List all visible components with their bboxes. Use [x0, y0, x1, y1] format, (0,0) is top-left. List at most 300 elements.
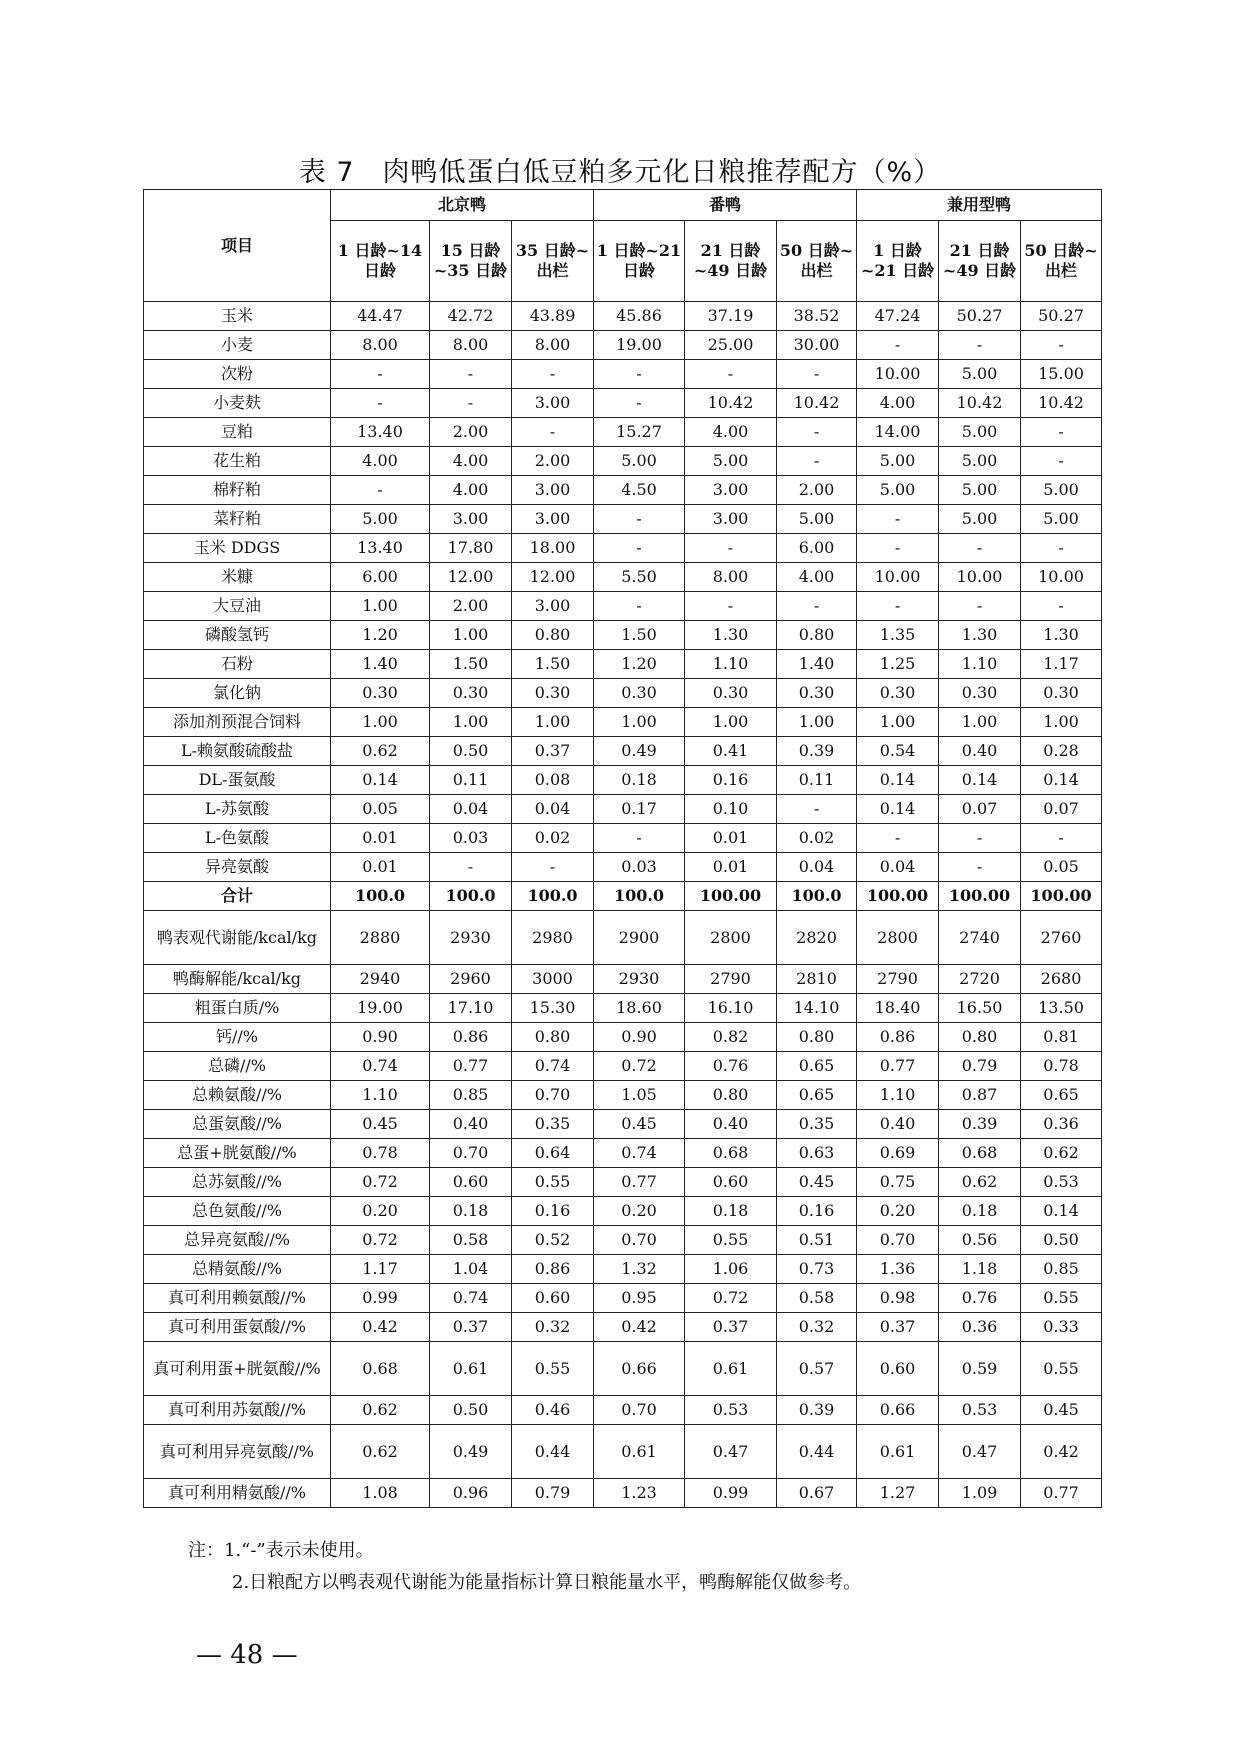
value-cell: 1.00 [1021, 708, 1102, 737]
value-cell: 0.42 [594, 1313, 685, 1342]
value-cell: - [1021, 447, 1102, 476]
value-cell: 15.27 [594, 418, 685, 447]
value-cell: 0.35 [512, 1110, 594, 1139]
value-cell: 0.62 [331, 1425, 430, 1479]
row-label: 总磷//% [144, 1052, 331, 1081]
value-cell: 0.50 [430, 1396, 512, 1425]
value-cell: 0.80 [777, 1023, 857, 1052]
value-cell: 0.32 [777, 1313, 857, 1342]
value-cell: - [594, 534, 685, 563]
page-number: — 48 — [196, 1640, 298, 1670]
value-cell: 5.00 [857, 476, 939, 505]
value-cell: 1.40 [777, 650, 857, 679]
value-cell: 0.42 [331, 1313, 430, 1342]
value-cell: 1.17 [1021, 650, 1102, 679]
value-cell: 0.76 [685, 1052, 777, 1081]
value-cell: 0.68 [939, 1139, 1021, 1168]
value-cell: 0.14 [331, 766, 430, 795]
value-cell: 0.79 [939, 1052, 1021, 1081]
value-cell: 0.60 [857, 1342, 939, 1396]
value-cell: 2790 [685, 965, 777, 994]
value-cell: 100.0 [331, 882, 430, 911]
value-cell: 5.00 [939, 447, 1021, 476]
value-cell: 12.00 [430, 563, 512, 592]
value-cell: 0.72 [685, 1284, 777, 1313]
value-cell: 3.00 [512, 505, 594, 534]
value-cell: 5.00 [939, 505, 1021, 534]
value-cell: - [594, 505, 685, 534]
value-cell: 2790 [857, 965, 939, 994]
value-cell: 2800 [857, 911, 939, 965]
value-cell: 1.09 [939, 1479, 1021, 1508]
value-cell: 0.86 [430, 1023, 512, 1052]
value-cell: 0.78 [1021, 1052, 1102, 1081]
value-cell: 1.27 [857, 1479, 939, 1508]
value-cell: 17.10 [430, 994, 512, 1023]
value-cell: 0.36 [939, 1313, 1021, 1342]
value-cell: - [512, 418, 594, 447]
value-cell: 0.30 [857, 679, 939, 708]
table-row [144, 418, 1102, 447]
value-cell: 8.00 [685, 563, 777, 592]
value-cell: 0.01 [685, 853, 777, 882]
value-cell: 100.00 [685, 882, 777, 911]
value-cell: 0.07 [1021, 795, 1102, 824]
value-cell: 1.10 [331, 1081, 430, 1110]
value-cell: 1.00 [594, 708, 685, 737]
value-cell: 0.76 [939, 1284, 1021, 1313]
value-cell: 0.20 [331, 1197, 430, 1226]
row-label: 真可利用蛋+胱氨酸//% [144, 1342, 331, 1396]
value-cell: 1.10 [857, 1081, 939, 1110]
value-cell: 0.95 [594, 1284, 685, 1313]
row-label: 真可利用蛋氨酸//% [144, 1313, 331, 1342]
age-column-header: 1 日龄~21 日龄 [857, 221, 939, 302]
value-cell: 100.00 [1021, 882, 1102, 911]
value-cell: 0.20 [857, 1197, 939, 1226]
table-row [144, 1197, 1102, 1226]
value-cell: 2720 [939, 965, 1021, 994]
value-cell: 0.50 [1021, 1226, 1102, 1255]
value-cell: 6.00 [777, 534, 857, 563]
value-cell: 100.00 [939, 882, 1021, 911]
table-row [144, 766, 1102, 795]
row-label: 大豆油 [144, 592, 331, 621]
value-cell: 0.67 [777, 1479, 857, 1508]
table-row [144, 1425, 1102, 1479]
value-cell: 3.00 [512, 592, 594, 621]
value-cell: 0.53 [939, 1396, 1021, 1425]
value-cell: 0.04 [777, 853, 857, 882]
value-cell: - [939, 853, 1021, 882]
value-cell: 2810 [777, 965, 857, 994]
value-cell: - [777, 795, 857, 824]
value-cell: 4.00 [430, 476, 512, 505]
value-cell: 1.50 [594, 621, 685, 650]
value-cell: 5.00 [939, 360, 1021, 389]
value-cell: 1.30 [1021, 621, 1102, 650]
value-cell: 0.74 [512, 1052, 594, 1081]
row-label: 花生粕 [144, 447, 331, 476]
value-cell: 0.55 [512, 1168, 594, 1197]
value-cell: - [1021, 824, 1102, 853]
value-cell: 0.39 [777, 737, 857, 766]
value-cell: 0.70 [594, 1226, 685, 1255]
value-cell: 0.57 [777, 1342, 857, 1396]
row-label: 磷酸氢钙 [144, 621, 331, 650]
value-cell: 1.00 [430, 708, 512, 737]
value-cell: 47.24 [857, 302, 939, 331]
value-cell: 5.00 [1021, 476, 1102, 505]
value-cell: 0.49 [430, 1425, 512, 1479]
value-cell: 1.06 [685, 1255, 777, 1284]
value-cell: - [857, 534, 939, 563]
value-cell: 2.00 [512, 447, 594, 476]
table-row [144, 795, 1102, 824]
value-cell: - [777, 592, 857, 621]
value-cell: 0.08 [512, 766, 594, 795]
value-cell: 5.00 [777, 505, 857, 534]
value-cell: 0.52 [512, 1226, 594, 1255]
value-cell: 2980 [512, 911, 594, 965]
value-cell: 3.00 [430, 505, 512, 534]
value-cell: 2820 [777, 911, 857, 965]
value-cell: 2930 [430, 911, 512, 965]
value-cell: 0.80 [512, 621, 594, 650]
value-cell: 1.18 [939, 1255, 1021, 1284]
row-label: 总蛋+胱氨酸//% [144, 1139, 331, 1168]
value-cell: 2900 [594, 911, 685, 965]
age-column-header: 1 日龄~21 日龄 [594, 221, 685, 302]
value-cell: 100.0 [594, 882, 685, 911]
notes [188, 1535, 861, 1599]
value-cell: 0.37 [857, 1313, 939, 1342]
value-cell: 18.60 [594, 994, 685, 1023]
value-cell: 12.00 [512, 563, 594, 592]
value-cell: 0.72 [331, 1226, 430, 1255]
table-row [144, 476, 1102, 505]
value-cell: 15.30 [512, 994, 594, 1023]
value-cell: 1.10 [685, 650, 777, 679]
value-cell: 4.00 [685, 418, 777, 447]
value-cell: 0.28 [1021, 737, 1102, 766]
value-cell: 15.00 [1021, 360, 1102, 389]
value-cell: - [777, 447, 857, 476]
value-cell: 0.61 [594, 1425, 685, 1479]
value-cell: 50.27 [939, 302, 1021, 331]
value-cell: 0.62 [331, 1396, 430, 1425]
value-cell: 37.19 [685, 302, 777, 331]
value-cell: 0.77 [1021, 1479, 1102, 1508]
table-row [144, 708, 1102, 737]
value-cell: - [939, 592, 1021, 621]
value-cell: 0.59 [939, 1342, 1021, 1396]
value-cell: 0.20 [594, 1197, 685, 1226]
value-cell: 0.86 [857, 1023, 939, 1052]
value-cell: - [1021, 592, 1102, 621]
row-label: 真可利用苏氨酸//% [144, 1396, 331, 1425]
value-cell: - [331, 360, 430, 389]
value-cell: 10.42 [1021, 389, 1102, 418]
value-cell: 5.00 [939, 418, 1021, 447]
value-cell: 0.55 [1021, 1284, 1102, 1313]
table-row [144, 1255, 1102, 1284]
value-cell: 1.00 [857, 708, 939, 737]
row-label: 异亮氨酸 [144, 853, 331, 882]
value-cell: 1.10 [939, 650, 1021, 679]
value-cell: 2930 [594, 965, 685, 994]
value-cell: 0.10 [685, 795, 777, 824]
row-label: 小麦 [144, 331, 331, 360]
value-cell: - [512, 853, 594, 882]
value-cell: 0.53 [685, 1396, 777, 1425]
value-cell: 0.37 [512, 737, 594, 766]
value-cell: 2740 [939, 911, 1021, 965]
table-row [144, 1081, 1102, 1110]
value-cell: 0.55 [685, 1226, 777, 1255]
value-cell: 0.16 [512, 1197, 594, 1226]
value-cell: - [857, 331, 939, 360]
value-cell: 0.36 [1021, 1110, 1102, 1139]
group-header: 番鸭 [594, 190, 857, 221]
value-cell: 0.11 [777, 766, 857, 795]
value-cell: 16.10 [685, 994, 777, 1023]
value-cell: 0.77 [857, 1052, 939, 1081]
value-cell: 0.02 [512, 824, 594, 853]
row-label: 小麦麸 [144, 389, 331, 418]
value-cell: 0.53 [1021, 1168, 1102, 1197]
value-cell: 0.61 [857, 1425, 939, 1479]
value-cell: 0.85 [1021, 1255, 1102, 1284]
value-cell: 0.51 [777, 1226, 857, 1255]
value-cell: 0.70 [594, 1396, 685, 1425]
value-cell: 0.55 [1021, 1342, 1102, 1396]
value-cell: 0.30 [594, 679, 685, 708]
value-cell: 0.14 [1021, 766, 1102, 795]
value-cell: 0.45 [331, 1110, 430, 1139]
row-label: L-苏氨酸 [144, 795, 331, 824]
value-cell: 3.00 [512, 389, 594, 418]
value-cell: 4.00 [777, 563, 857, 592]
value-cell: 19.00 [594, 331, 685, 360]
value-cell: 1.50 [512, 650, 594, 679]
value-cell: 25.00 [685, 331, 777, 360]
value-cell: 0.80 [685, 1081, 777, 1110]
value-cell: 100.0 [430, 882, 512, 911]
table-row [144, 1479, 1102, 1508]
value-cell: 0.80 [777, 621, 857, 650]
value-cell: 0.47 [939, 1425, 1021, 1479]
value-cell: 0.30 [685, 679, 777, 708]
value-cell: 1.50 [430, 650, 512, 679]
value-cell: 6.00 [331, 563, 430, 592]
value-cell: - [430, 360, 512, 389]
value-cell: - [1021, 418, 1102, 447]
value-cell: 0.90 [594, 1023, 685, 1052]
value-cell: 1.20 [594, 650, 685, 679]
value-cell: - [331, 476, 430, 505]
value-cell: - [857, 592, 939, 621]
value-cell: 8.00 [430, 331, 512, 360]
row-label: 鸭表观代谢能/kcal/kg [144, 911, 331, 965]
value-cell: 16.50 [939, 994, 1021, 1023]
table-row [144, 882, 1102, 911]
value-cell: - [857, 505, 939, 534]
value-cell: 0.39 [777, 1396, 857, 1425]
value-cell: 0.40 [857, 1110, 939, 1139]
row-label: 总异亮氨酸//% [144, 1226, 331, 1255]
value-cell: - [594, 389, 685, 418]
value-cell: 0.65 [1021, 1081, 1102, 1110]
value-cell: 0.14 [1021, 1197, 1102, 1226]
value-cell: 13.40 [331, 418, 430, 447]
row-label: 总赖氨酸//% [144, 1081, 331, 1110]
value-cell: 0.35 [777, 1110, 857, 1139]
value-cell: 0.42 [1021, 1425, 1102, 1479]
value-cell: 0.87 [939, 1081, 1021, 1110]
value-cell: 2.00 [430, 592, 512, 621]
value-cell: 44.47 [331, 302, 430, 331]
value-cell: 10.00 [939, 563, 1021, 592]
value-cell: 1.23 [594, 1479, 685, 1508]
value-cell: 10.42 [777, 389, 857, 418]
table-row [144, 1342, 1102, 1396]
value-cell: 13.50 [1021, 994, 1102, 1023]
value-cell: - [685, 534, 777, 563]
value-cell: 0.03 [430, 824, 512, 853]
value-cell: 0.62 [939, 1168, 1021, 1197]
value-cell: 0.78 [331, 1139, 430, 1168]
value-cell: 0.63 [777, 1139, 857, 1168]
value-cell: - [430, 389, 512, 418]
item-header: 项目 [144, 190, 331, 302]
row-label: 石粉 [144, 650, 331, 679]
table-row [144, 650, 1102, 679]
table-row [144, 331, 1102, 360]
value-cell: 0.61 [430, 1342, 512, 1396]
row-label: 米糠 [144, 563, 331, 592]
table-row [144, 1023, 1102, 1052]
value-cell: 10.00 [857, 360, 939, 389]
note-line: 2.日粮配方以鸭表观代谢能为能量指标计算日粮能量水平，鸭酶解能仅做参考。 [232, 1572, 862, 1593]
value-cell: 14.00 [857, 418, 939, 447]
age-column-header: 21 日龄~49 日龄 [939, 221, 1021, 302]
value-cell: 0.45 [777, 1168, 857, 1197]
value-cell: 0.68 [331, 1342, 430, 1396]
value-cell: 0.17 [594, 795, 685, 824]
value-cell: 1.00 [777, 708, 857, 737]
value-cell: 0.30 [430, 679, 512, 708]
value-cell: 0.80 [939, 1023, 1021, 1052]
value-cell: - [430, 853, 512, 882]
value-cell: 0.30 [1021, 679, 1102, 708]
value-cell: 0.47 [685, 1425, 777, 1479]
group-header: 兼用型鸭 [857, 190, 1102, 221]
table-row [144, 1168, 1102, 1197]
value-cell: 0.01 [331, 824, 430, 853]
value-cell: - [939, 331, 1021, 360]
value-cell: 0.14 [857, 795, 939, 824]
age-column-header: 50 日龄~出栏 [777, 221, 857, 302]
value-cell: 5.00 [939, 476, 1021, 505]
value-cell: 0.58 [777, 1284, 857, 1313]
value-cell: - [1021, 534, 1102, 563]
value-cell: 3.00 [512, 476, 594, 505]
value-cell: 1.00 [331, 708, 430, 737]
value-cell: 1.00 [512, 708, 594, 737]
value-cell: - [857, 824, 939, 853]
value-cell: 0.90 [331, 1023, 430, 1052]
value-cell: 0.80 [512, 1023, 594, 1052]
table-row [144, 534, 1102, 563]
value-cell: 0.01 [331, 853, 430, 882]
value-cell: 50.27 [1021, 302, 1102, 331]
row-label: 真可利用赖氨酸//% [144, 1284, 331, 1313]
value-cell: 0.30 [331, 679, 430, 708]
value-cell: 0.37 [685, 1313, 777, 1342]
value-cell: 0.74 [594, 1139, 685, 1168]
value-cell: 1.30 [685, 621, 777, 650]
table-row [144, 505, 1102, 534]
value-cell: 1.36 [857, 1255, 939, 1284]
value-cell: 1.40 [331, 650, 430, 679]
row-label: L-色氨酸 [144, 824, 331, 853]
age-column-header: 50 日龄~出栏 [1021, 221, 1102, 302]
value-cell: 8.00 [512, 331, 594, 360]
value-cell: 0.02 [777, 824, 857, 853]
value-cell: 0.99 [331, 1284, 430, 1313]
value-cell: 0.05 [331, 795, 430, 824]
value-cell: 0.81 [1021, 1023, 1102, 1052]
row-label: 菜籽粕 [144, 505, 331, 534]
value-cell: 3.00 [685, 505, 777, 534]
value-cell: 19.00 [331, 994, 430, 1023]
value-cell: 0.85 [430, 1081, 512, 1110]
value-cell: 2940 [331, 965, 430, 994]
value-cell: 0.11 [430, 766, 512, 795]
value-cell: 0.46 [512, 1396, 594, 1425]
value-cell: 2960 [430, 965, 512, 994]
value-cell: 38.52 [777, 302, 857, 331]
value-cell: 5.00 [1021, 505, 1102, 534]
value-cell: 0.60 [512, 1284, 594, 1313]
value-cell: 0.54 [857, 737, 939, 766]
value-cell: 4.00 [331, 447, 430, 476]
value-cell: 0.30 [777, 679, 857, 708]
value-cell: 14.10 [777, 994, 857, 1023]
table-row [144, 1284, 1102, 1313]
row-label: 次粉 [144, 360, 331, 389]
value-cell: 17.80 [430, 534, 512, 563]
value-cell: 1.32 [594, 1255, 685, 1284]
age-column-header: 15 日龄~35 日龄 [430, 221, 512, 302]
value-cell: 1.00 [685, 708, 777, 737]
value-cell: - [594, 360, 685, 389]
value-cell: 0.82 [685, 1023, 777, 1052]
value-cell: 0.39 [939, 1110, 1021, 1139]
value-cell: 0.18 [430, 1197, 512, 1226]
value-cell: - [512, 360, 594, 389]
value-cell: 0.70 [512, 1081, 594, 1110]
age-column-header: 21 日龄~49 日龄 [685, 221, 777, 302]
value-cell: 0.98 [857, 1284, 939, 1313]
table-row [144, 737, 1102, 766]
row-label: DL-蛋氨酸 [144, 766, 331, 795]
value-cell: 2.00 [777, 476, 857, 505]
value-cell: 0.03 [594, 853, 685, 882]
age-column-header: 1 日龄~14 日龄 [331, 221, 430, 302]
value-cell: 0.18 [939, 1197, 1021, 1226]
